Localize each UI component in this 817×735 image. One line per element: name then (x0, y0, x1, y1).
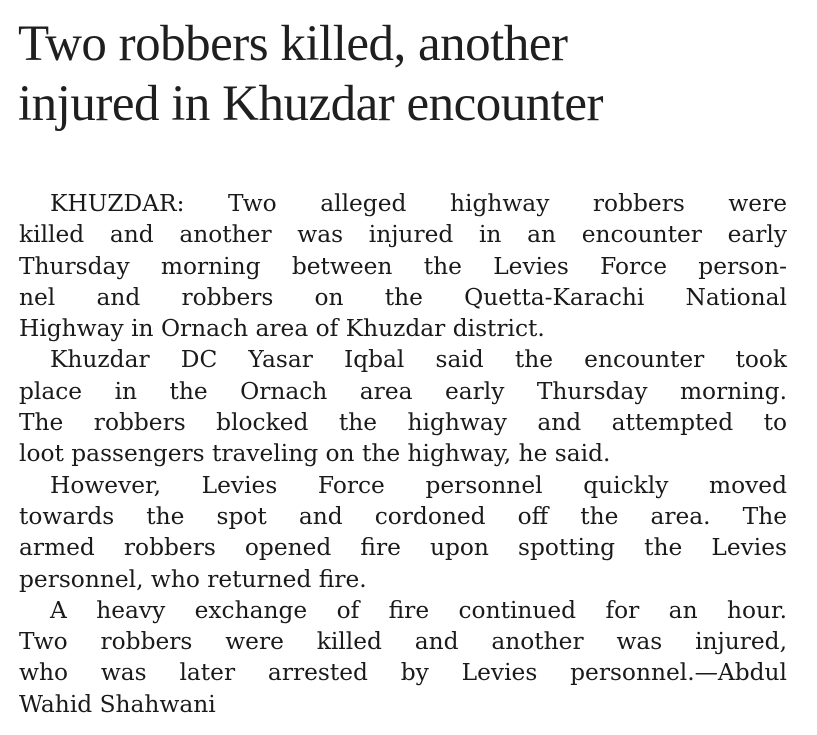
paragraph-line: loot passengers traveling on the highway, he said. (19, 440, 611, 468)
paragraph-line: personnel, who returned fire. (19, 565, 367, 593)
paragraph-line: Khuzdar DC Yasar Iqbal said the encounter took (50, 346, 787, 374)
paragraph-line: armed robbers opened fire upon spotting the Levies (19, 534, 787, 562)
paragraph-line: who was later arrested by Levies personnel.—Abdul (19, 659, 787, 687)
paragraph-2 (19, 344, 787, 469)
paragraph-line: Thursday morning between the Levies Force person- (19, 252, 787, 280)
paragraph-line: killed and another was injured in an encounter early (19, 221, 787, 249)
headline (18, 14, 808, 134)
paragraph-3 (19, 470, 787, 595)
paragraph-line: place in the Ornach area early Thursday morning. (19, 377, 787, 405)
paragraph-line: Highway in Ornach area of Khuzdar district. (19, 315, 545, 343)
paragraph-line: However, Levies Force personnel quickly moved (50, 471, 787, 499)
paragraph-line: KHUZDAR: Two alleged highway robbers were (50, 190, 787, 217)
headline-line-2: injured in Khuzdar encounter (18, 76, 604, 132)
paragraph-line: nel and robbers on the Quetta-Karachi National (19, 283, 787, 311)
headline-line-1: Two robbers killed, another (18, 16, 568, 72)
paragraph-line: The robbers blocked the highway and attempted to (19, 409, 787, 437)
paragraph-line: Two robbers were killed and another was injured, (19, 628, 787, 656)
paragraph-line: A heavy exchange of fire continued for an hour. (50, 596, 787, 624)
paragraph-4 (19, 595, 787, 720)
byline: Wahid Shahwani (19, 690, 216, 718)
article-body (19, 188, 787, 720)
paragraph-line: towards the spot and cordoned off the area. The (19, 502, 787, 530)
paragraph-1 (19, 188, 787, 344)
